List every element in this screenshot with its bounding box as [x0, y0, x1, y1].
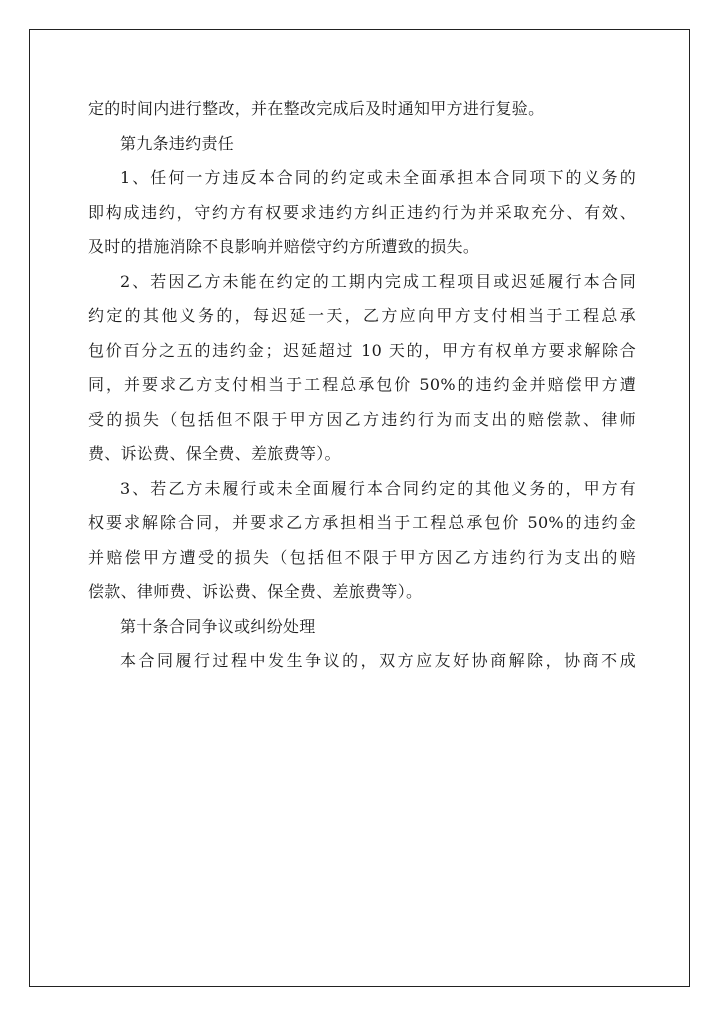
document-body	[88, 92, 636, 679]
section-heading: 第九条违约责任	[120, 133, 235, 153]
text-line: 定的时间内进行整改，并在整改完成后及时通知甲方进行复验。	[88, 99, 545, 118]
section-heading: 第十条合同争议或纠纷处理	[120, 616, 316, 636]
text-line: 1、任何一方违反本合同的约定或未全面承担本合同项下的义务的	[120, 168, 636, 187]
text-line: 费、诉讼费、保全费、差旅费等）。	[88, 444, 341, 463]
text-line: 包价百分之五的违约金；迟延超过 10 天的，甲方有权单方要求解除合	[88, 340, 636, 360]
text-line: 约定的其他义务的，每迟延一天，乙方应向甲方支付相当于工程总承	[88, 306, 636, 325]
text-line: 偿款、律师费、诉讼费、保全费、差旅费等）。	[88, 582, 423, 601]
text-line: 权要求解除合同，并要求乙方承担相当于工程总承包价 50%的违约金	[88, 513, 636, 532]
text-line: 及时的措施消除不良影响并赔偿守约方所遭致的损失。	[88, 237, 480, 256]
text-line: 同，并要求乙方支付相当于工程总承包价 50%的违约金并赔偿甲方遭	[88, 375, 636, 394]
text-line: 即构成违约，守约方有权要求违约方纠正违约行为并采取充分、有效、	[88, 202, 636, 222]
text-line: 3、若乙方未履行或未全面履行本合同约定的其他义务的，甲方有	[120, 478, 636, 498]
text-line: 受的损失（包括但不限于甲方因乙方违约行为而支出的赔偿款、律师	[88, 409, 636, 429]
text-line: 并赔偿甲方遭受的损失（包括但不限于甲方因乙方违约行为支出的赔	[88, 547, 636, 567]
text-line: 本合同履行过程中发生争议的，双方应友好协商解除，协商不成	[120, 651, 636, 670]
text-line: 2、若因乙方未能在约定的工期内完成工程项目或迟延履行本合同	[120, 271, 636, 291]
